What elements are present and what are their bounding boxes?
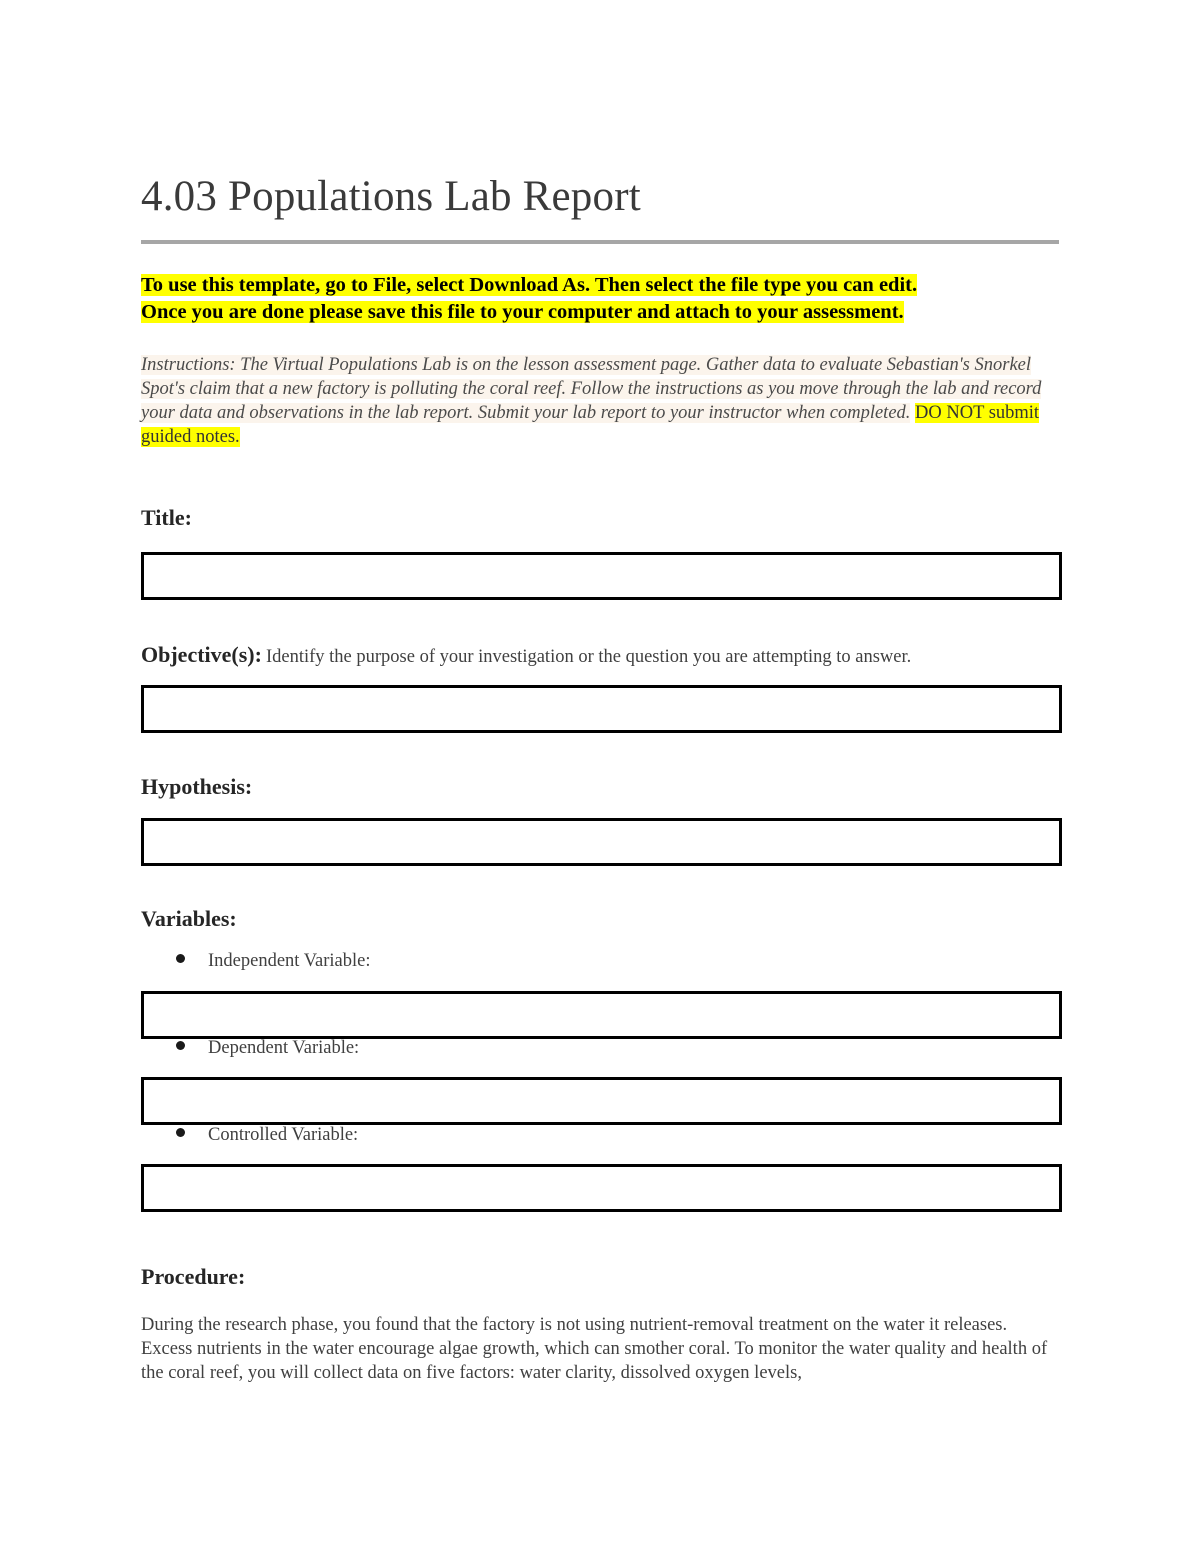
title-heading: Title: [141, 505, 192, 530]
objective-prompt: Identify the purpose of your investigation or the question you are attempting to answer. [265, 647, 912, 667]
objective-heading: Objective(s): [141, 642, 262, 667]
instructions-text: Instructions: The Virtual Populations Lab is on the lesson assessment page. Gather data to evaluate Sebastian's Snorkel Spot's claim that a new factory is polluting the coral reef. Follow the instructions as you move through the lab and record your data and observations in the lab report. Submit your lab report to your instructor when completed. [141, 355, 1042, 423]
dependent-variable-item [176, 1038, 359, 1059]
instructions-warning: DO NOT submit guided notes. [141, 403, 1040, 447]
independent-variable-label: Independent Variable: [208, 951, 371, 971]
controlled-variable-label: Controlled Variable: [208, 1125, 359, 1145]
independent-variable-answer-box[interactable] [141, 991, 1062, 1039]
template-note [141, 272, 1071, 326]
objective-heading-row [141, 642, 911, 668]
title-answer-box[interactable] [141, 552, 1062, 600]
hypothesis-answer-box[interactable] [141, 818, 1062, 866]
document-title: 4.03 Populations Lab Report [141, 173, 641, 220]
bullet-icon [176, 954, 185, 963]
procedure-paragraph: During the research phase, you found that the factory is not using nutrient-removal treatment on the water it releases. Excess nutrients in the water encourage algae growth, which can smother coral. To monitor the water quality and health of the coral reef, you will collect data on five factors: water clarity, dissolved oxygen levels, [141, 1315, 1048, 1383]
template-note-line-2: Once you are done please save this file to your computer and attach to your assessment. [141, 301, 904, 323]
hypothesis-heading: Hypothesis: [141, 774, 253, 799]
objective-answer-box[interactable] [141, 685, 1062, 733]
dependent-variable-label: Dependent Variable: [208, 1038, 360, 1058]
dependent-variable-answer-box[interactable] [141, 1077, 1062, 1125]
variables-heading: Variables: [141, 906, 237, 931]
controlled-variable-answer-box[interactable] [141, 1164, 1062, 1212]
procedure-heading: Procedure: [141, 1264, 246, 1289]
bullet-icon [176, 1128, 185, 1137]
independent-variable-item [176, 951, 371, 972]
bullet-icon [176, 1041, 185, 1050]
instructions-paragraph [141, 353, 1061, 449]
controlled-variable-item [176, 1125, 358, 1146]
title-divider [141, 240, 1059, 244]
template-note-line-1: To use this template, go to File, select Download As. Then select the file type you can edit. [141, 274, 918, 296]
